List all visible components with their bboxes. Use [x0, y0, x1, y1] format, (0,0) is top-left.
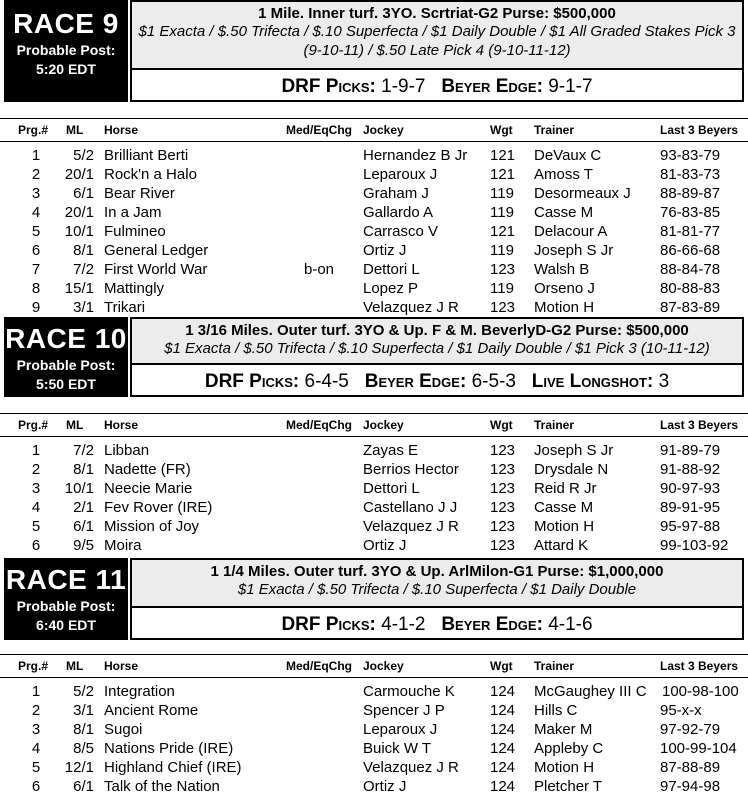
cell-trainer: Casse M	[534, 499, 594, 516]
cell-horse: Talk of the Nation	[104, 778, 220, 795]
race-header	[0, 558, 748, 640]
col-med: Med/EqChg	[286, 659, 352, 673]
col-ml: ML	[66, 659, 84, 673]
cell-ml: 6/1	[73, 778, 94, 795]
cell-trainer: Hills C	[534, 702, 578, 719]
race-badge	[4, 317, 128, 397]
race-badge	[4, 558, 128, 640]
beyer-edge-value: 6-5-3	[471, 371, 516, 392]
cell-pg: 5	[31, 223, 41, 240]
cell-ml: 7/2	[73, 442, 94, 459]
drf-picks-label: DRF Picks:	[281, 614, 376, 635]
live-longshot-label: Live Longshot:	[531, 371, 654, 392]
cell-wgt: 124	[490, 683, 516, 700]
cell-jockey: Ortiz J	[363, 778, 407, 795]
col-prg: Prg.#	[18, 659, 49, 673]
cell-horse: General Ledger	[104, 242, 209, 259]
cell-med: b-on	[304, 261, 335, 278]
table-row	[0, 298, 748, 317]
cell-ml: 5/2	[73, 683, 94, 700]
table-row	[0, 165, 748, 184]
cell-pg: 6	[31, 242, 41, 259]
cell-wgt: 121	[490, 166, 516, 183]
cell-pg: 4	[31, 499, 41, 516]
drf-picks-label: DRF Picks:	[281, 76, 376, 97]
cell-pg: 1	[31, 442, 41, 459]
cell-horse: Moira	[104, 537, 142, 554]
race-info	[130, 0, 744, 102]
cell-beyers: 80-88-83	[660, 280, 721, 297]
table-row	[0, 498, 748, 517]
table-row	[0, 682, 748, 701]
cell-beyers: 87-88-89	[660, 759, 721, 776]
cell-ml: 20/1	[64, 166, 94, 183]
race-conditions: 1 Mile. Inner turf. 3YO. Scrtriat-G2 Purse: $500,000	[258, 5, 616, 22]
cell-pg: 5	[31, 759, 41, 776]
drf-picks-label: DRF Picks:	[204, 371, 300, 392]
cell-ml: 15/1	[64, 280, 94, 297]
column-header	[0, 654, 748, 678]
cell-horse: Bear River	[104, 185, 175, 202]
table-row	[0, 260, 748, 279]
cell-ml: 3/1	[73, 299, 94, 316]
col-trainer: Trainer	[534, 418, 575, 432]
cell-trainer: Motion H	[534, 518, 595, 535]
cell-trainer: Amoss T	[534, 166, 593, 183]
post-label: Probable Post:	[16, 598, 116, 614]
cell-horse: Sugoi	[104, 721, 143, 738]
cell-trainer: Joseph S Jr	[534, 442, 614, 459]
post-time: 6:40 EDT	[36, 617, 96, 633]
cell-pg: 3	[31, 721, 41, 738]
drf-picks-value: 4-1-2	[381, 614, 426, 635]
cell-beyers: 91-89-79	[660, 442, 721, 459]
col-wgt: Wgt	[490, 123, 513, 137]
cell-pg: 5	[31, 518, 41, 535]
table-row	[0, 777, 748, 796]
cell-beyers: 99-103-92	[660, 537, 729, 554]
cell-pg: 2	[31, 461, 41, 478]
table-row	[0, 146, 748, 165]
cell-wgt: 123	[490, 299, 516, 316]
cell-horse: Integration	[104, 683, 175, 700]
cell-trainer: Maker M	[534, 721, 593, 738]
cell-jockey: Castellano J J	[363, 499, 458, 516]
cell-trainer: McGaughey III C	[534, 683, 647, 700]
col-beyers: Last 3 Beyers	[660, 123, 739, 137]
cell-beyers: 87-83-89	[660, 299, 721, 316]
cell-horse: Trikari	[104, 299, 146, 316]
cell-wgt: 124	[490, 721, 516, 738]
cell-jockey: Dettori L	[363, 480, 420, 497]
cell-pg: 3	[31, 185, 41, 202]
table-row	[0, 184, 748, 203]
cell-trainer: Casse M	[534, 204, 594, 221]
post-label: Probable Post:	[16, 357, 116, 373]
picks-bar	[130, 68, 744, 102]
col-prg: Prg.#	[18, 123, 49, 137]
cell-jockey: Berrios Hector	[363, 461, 459, 478]
cell-trainer: DeVaux C	[534, 147, 602, 164]
cell-pg: 8	[31, 280, 41, 297]
column-header	[0, 413, 748, 437]
cell-jockey: Zayas E	[363, 442, 419, 459]
col-med: Med/EqChg	[286, 123, 352, 137]
col-med: Med/EqChg	[286, 418, 352, 432]
cell-wgt: 124	[490, 702, 516, 719]
col-prg: Prg.#	[18, 418, 49, 432]
col-wgt: Wgt	[490, 659, 513, 673]
cell-beyers: 100-99-104	[660, 740, 737, 757]
cell-jockey: Velazquez J R	[363, 759, 459, 776]
col-jockey: Jockey	[363, 123, 404, 137]
cell-wgt: 119	[490, 242, 514, 259]
cell-pg: 3	[31, 480, 41, 497]
cell-wgt: 119	[490, 280, 514, 297]
cell-wgt: 123	[490, 261, 516, 278]
table-row	[0, 203, 748, 222]
cell-horse: Mattingly	[104, 280, 165, 297]
cell-ml: 12/1	[64, 759, 94, 776]
col-ml: ML	[66, 123, 84, 137]
cell-ml: 10/1	[64, 480, 94, 497]
race-title: RACE 10	[5, 323, 127, 354]
cell-trainer: Pletcher T	[534, 778, 603, 795]
cell-jockey: Leparoux J	[363, 721, 438, 738]
race-wagers: $1 Exacta / $.50 Trifecta / $.10 Superfecta / $1 Daily Double	[237, 581, 637, 598]
cell-trainer: Reid R Jr	[534, 480, 597, 497]
cell-pg: 4	[31, 740, 41, 757]
cell-horse: Fev Rover (IRE)	[104, 499, 213, 516]
cell-horse: Nadette (FR)	[104, 461, 191, 478]
cell-wgt: 121	[490, 147, 516, 164]
cell-beyers: 88-89-87	[660, 185, 721, 202]
cell-jockey: Velazquez J R	[363, 518, 459, 535]
cell-horse: First World War	[104, 261, 208, 278]
cell-horse: Nations Pride (IRE)	[104, 740, 234, 757]
col-horse: Horse	[104, 418, 139, 432]
cell-beyers: 95-97-88	[660, 518, 721, 535]
race-header	[0, 0, 748, 102]
cell-jockey: Spencer J P	[363, 702, 445, 719]
cell-wgt: 124	[490, 759, 516, 776]
cell-beyers: 88-84-78	[660, 261, 721, 278]
cell-pg: 2	[31, 166, 41, 183]
cell-beyers: 90-97-93	[660, 480, 721, 497]
cell-beyers: 86-66-68	[660, 242, 721, 259]
cell-horse: Neecie Marie	[104, 480, 193, 497]
drf-picks-value: 6-4-5	[304, 371, 349, 392]
cell-horse: Libban	[104, 442, 150, 459]
table-row	[0, 517, 748, 536]
post-time: 5:20 EDT	[36, 61, 96, 77]
cell-trainer: Motion H	[534, 299, 595, 316]
cell-jockey: Graham J	[363, 185, 429, 202]
col-beyers: Last 3 Beyers	[660, 418, 739, 432]
cell-wgt: 119	[490, 185, 514, 202]
cell-horse: Brilliant Berti	[104, 147, 189, 164]
cell-beyers: 97-92-79	[660, 721, 721, 738]
beyer-edge-label: Beyer Edge:	[441, 614, 543, 635]
cell-wgt: 121	[490, 223, 516, 240]
cell-jockey: Dettori L	[363, 261, 420, 278]
cell-wgt: 123	[490, 480, 516, 497]
cell-beyers: 100-98-100	[662, 683, 739, 700]
picks-bar	[130, 606, 744, 640]
cell-pg: 1	[31, 147, 41, 164]
cell-ml: 20/1	[64, 204, 94, 221]
col-horse: Horse	[104, 123, 139, 137]
drf-picks-value: 1-9-7	[381, 76, 426, 97]
cell-ml: 8/1	[73, 461, 94, 478]
cell-pg: 9	[31, 299, 41, 316]
table-row	[0, 441, 748, 460]
cell-ml: 3/1	[73, 702, 94, 719]
column-header	[0, 118, 748, 142]
cell-pg: 7	[31, 261, 41, 278]
table-row	[0, 720, 748, 739]
cell-wgt: 124	[490, 740, 516, 757]
race-badge	[4, 0, 128, 102]
cell-ml: 7/2	[73, 261, 94, 278]
cell-jockey: Gallardo A	[363, 204, 434, 221]
race-conditions: 1 3/16 Miles. Outer turf. 3YO & Up. F & M. BeverlyD-G2 Purse: $500,000	[185, 322, 689, 339]
cell-beyers: 95-x-x	[660, 702, 702, 719]
cell-jockey: Ortiz J	[363, 537, 407, 554]
cell-trainer: Attard K	[534, 537, 589, 554]
cell-wgt: 123	[490, 442, 516, 459]
cell-trainer: Joseph S Jr	[534, 242, 614, 259]
cell-horse: Rock'n a Halo	[104, 166, 197, 183]
cell-horse: In a Jam	[104, 204, 162, 221]
cell-ml: 2/1	[73, 499, 94, 516]
col-wgt: Wgt	[490, 418, 513, 432]
cell-wgt: 124	[490, 778, 516, 795]
cell-trainer: Walsh B	[534, 261, 590, 278]
cell-jockey: Leparoux J	[363, 166, 438, 183]
race-title: RACE 11	[5, 564, 127, 595]
table-row	[0, 241, 748, 260]
cell-ml: 8/5	[73, 740, 94, 757]
col-jockey: Jockey	[363, 659, 404, 673]
cell-ml: 9/5	[73, 537, 94, 554]
col-horse: Horse	[104, 659, 139, 673]
cell-beyers: 81-83-73	[660, 166, 721, 183]
col-beyers: Last 3 Beyers	[660, 659, 739, 673]
beyer-edge-value: 9-1-7	[548, 76, 593, 97]
cell-jockey: Lopez P	[363, 280, 419, 297]
cell-horse: Ancient Rome	[104, 702, 199, 719]
cell-horse: Mission of Joy	[104, 518, 200, 535]
race-title: RACE 9	[13, 8, 119, 39]
cell-beyers: 76-83-85	[660, 204, 721, 221]
cell-trainer: Appleby C	[534, 740, 604, 757]
cell-trainer: Delacour A	[534, 223, 608, 240]
race-info	[130, 317, 744, 397]
cell-trainer: Orseno J	[534, 280, 595, 297]
beyer-edge-value: 4-1-6	[548, 614, 593, 635]
cell-wgt: 123	[490, 518, 516, 535]
cell-ml: 5/2	[73, 147, 94, 164]
table-row	[0, 460, 748, 479]
cell-wgt: 123	[490, 499, 516, 516]
post-time: 5:50 EDT	[36, 376, 96, 392]
table-row	[0, 758, 748, 777]
cell-beyers: 81-81-77	[660, 223, 721, 240]
cell-ml: 10/1	[64, 223, 94, 240]
cell-pg: 6	[31, 537, 41, 554]
cell-jockey: Carrasco V	[363, 223, 439, 240]
cell-horse: Highland Chief (IRE)	[104, 759, 242, 776]
beyer-edge-label: Beyer Edge:	[364, 371, 467, 392]
cell-jockey: Velazquez J R	[363, 299, 459, 316]
race-wagers: $1 Exacta / $.50 Trifecta / $.10 Superfecta / $1 Daily Double / $1 All Graded Stakes Pick 3 (9-10-11) / $.50 Late Pick 4 (9-10-11-12)	[138, 23, 736, 59]
table-row	[0, 479, 748, 498]
table-row	[0, 536, 748, 555]
race-conditions: 1 1/4 Miles. Outer turf. 3YO & Up. ArlMilon-G1 Purse: $1,000,000	[210, 563, 664, 580]
table-row	[0, 222, 748, 241]
cell-trainer: Drysdale N	[534, 461, 609, 478]
beyer-edge-label: Beyer Edge:	[441, 76, 543, 97]
cell-jockey: Ortiz J	[363, 242, 407, 259]
col-ml: ML	[66, 418, 84, 432]
post-label: Probable Post:	[16, 42, 116, 58]
cell-beyers: 91-88-92	[660, 461, 721, 478]
col-jockey: Jockey	[363, 418, 404, 432]
cell-wgt: 123	[490, 537, 516, 554]
cell-beyers: 89-91-95	[660, 499, 721, 516]
cell-pg: 2	[31, 702, 41, 719]
cell-jockey: Carmouche K	[363, 683, 455, 700]
cell-wgt: 119	[490, 204, 514, 221]
cell-beyers: 97-94-98	[660, 778, 721, 795]
cell-beyers: 93-83-79	[660, 147, 721, 164]
cell-pg: 6	[31, 778, 41, 795]
table-row	[0, 279, 748, 298]
cell-horse: Fulmineo	[104, 223, 166, 240]
picks-bar	[130, 363, 744, 397]
table-row	[0, 739, 748, 758]
live-longshot-value: 3	[658, 371, 670, 392]
cell-ml: 8/1	[73, 721, 94, 738]
cell-pg: 1	[31, 683, 41, 700]
cell-ml: 8/1	[73, 242, 94, 259]
cell-ml: 6/1	[73, 518, 94, 535]
table-row	[0, 701, 748, 720]
cell-trainer: Motion H	[534, 759, 595, 776]
col-trainer: Trainer	[534, 659, 575, 673]
col-trainer: Trainer	[534, 123, 575, 137]
cell-jockey: Buick W T	[363, 740, 432, 757]
cell-trainer: Desormeaux J	[534, 185, 631, 202]
cell-jockey: Hernandez B Jr	[363, 147, 468, 164]
cell-pg: 4	[31, 204, 41, 221]
race-info	[130, 558, 744, 640]
race-wagers: $1 Exacta / $.50 Trifecta / $.10 Superfecta / $1 Daily Double / $1 Pick 3 (10-11-12)	[164, 340, 710, 357]
race-header	[0, 317, 748, 397]
cell-ml: 6/1	[73, 185, 94, 202]
cell-wgt: 123	[490, 461, 516, 478]
